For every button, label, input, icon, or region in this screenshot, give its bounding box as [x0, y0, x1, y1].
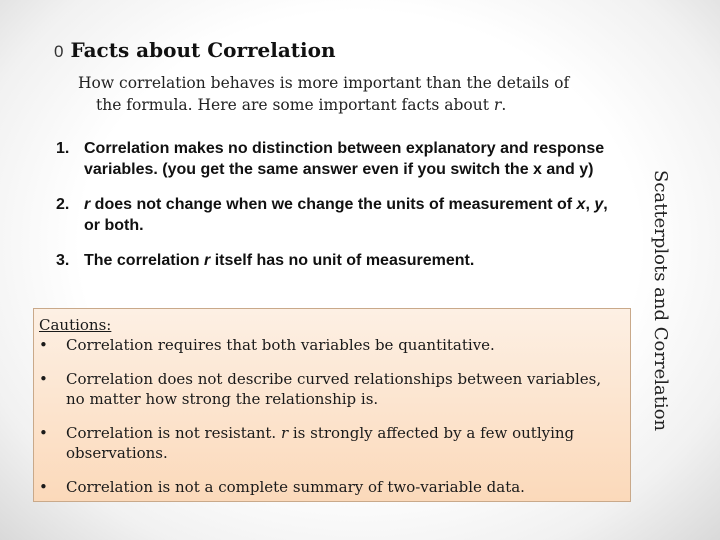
fact-variable-x: x — [576, 196, 586, 213]
fact-text-pre: The correlation — [84, 252, 205, 269]
intro-line-2-end: . — [501, 96, 507, 114]
bullet-icon: • — [39, 370, 48, 388]
fact-text — [84, 250, 616, 271]
caution-text: Correlation is not a complete summary of two-variable data. — [66, 478, 525, 496]
caution-item-4 — [39, 477, 622, 497]
intro-line-2 — [78, 94, 618, 116]
caution-variable-r: r — [280, 424, 289, 442]
caution-text: Correlation requires that both variables be quantitative. — [66, 336, 495, 354]
fact-tail: , or both. — [84, 196, 608, 234]
title-text: Facts about Correlation — [70, 38, 336, 62]
bullet-icon: • — [39, 478, 48, 496]
slide-title — [54, 38, 336, 62]
fact-text — [84, 194, 616, 236]
bullet-icon: • — [39, 336, 48, 354]
caution-text: Correlation does not describe curved relationships between variables, no matter how strong the relationship is. — [66, 370, 602, 408]
cautions-box — [33, 308, 631, 502]
fact-text-part: does not change when we change the units of measurement of — [90, 196, 577, 213]
fact-variable-y: y — [594, 196, 604, 213]
fact-sep: , — [585, 196, 595, 213]
caution-text-pre: Correlation is not resistant. — [66, 424, 281, 442]
intro-line-1: How correlation behaves is more important than the details of — [78, 74, 570, 92]
facts-list — [56, 138, 616, 285]
intro-line-2-text: the formula. Here are some important facts about — [96, 96, 494, 114]
caution-item-2 — [39, 369, 622, 409]
caution-text-post: is strongly affected by a few outlying observations. — [66, 424, 575, 462]
fact-text-post: itself has no unit of measurement. — [210, 252, 475, 269]
caution-item-1 — [39, 335, 622, 355]
cautions-heading: Cautions: — [39, 316, 112, 334]
title-bullet: 0 — [54, 42, 64, 61]
bullet-icon: • — [39, 424, 48, 442]
fact-item-2 — [56, 194, 616, 236]
fact-number: 2. — [56, 196, 70, 213]
intro-variable-r: r — [493, 96, 502, 114]
section-sidebar-label: Scatterplots and Correlation — [650, 170, 671, 432]
intro-paragraph — [78, 72, 618, 116]
fact-number: 3. — [56, 252, 70, 269]
fact-variable-r: r — [84, 196, 91, 213]
fact-text: Correlation makes no distinction between explanatory and response variables. (you get the same answer even if you switch the x and y) — [84, 140, 605, 178]
caution-text — [66, 423, 622, 463]
fact-item-3 — [56, 250, 616, 271]
fact-variable-r: r — [204, 252, 211, 269]
fact-number: 1. — [56, 140, 70, 157]
fact-item-1 — [56, 138, 616, 180]
caution-item-3 — [39, 423, 622, 463]
